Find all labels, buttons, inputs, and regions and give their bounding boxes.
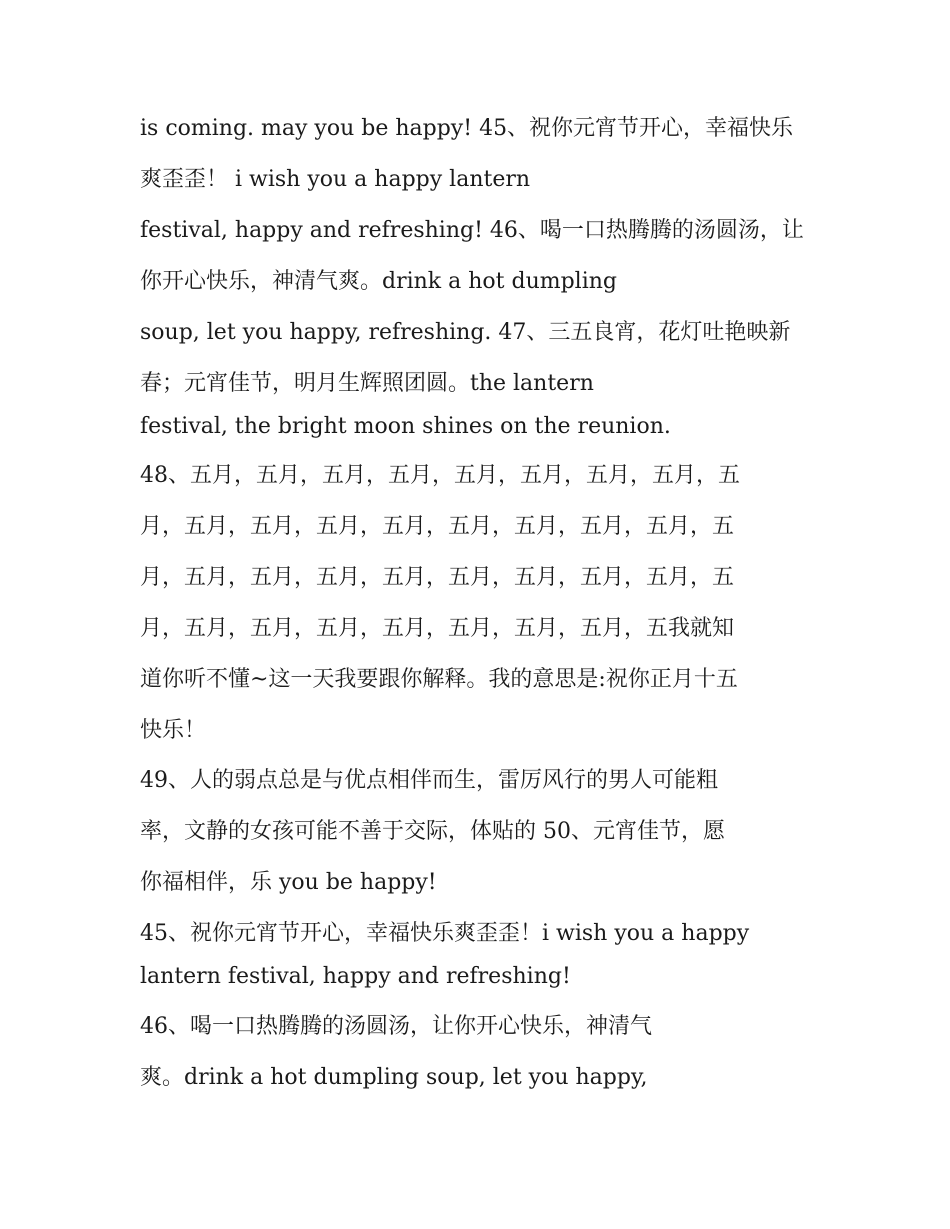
text-line-11: 月，五月，五月，五月，五月，五月，五月，五月，五我就知 (140, 616, 735, 641)
text-line-6: 春；元宵佳节，明月生辉照团圆。the lantern (140, 371, 594, 396)
text-line-14: 49、人的弱点总是与优点相伴而生，雷厉风行的男人可能粗 (140, 768, 718, 793)
text-line-8: 48、五月，五月，五月，五月，五月，五月，五月，五月，五 (140, 463, 740, 488)
text-line-9: 月，五月，五月，五月，五月，五月，五月，五月，五月，五 (140, 514, 735, 539)
text-line-10: 月，五月，五月，五月，五月，五月，五月，五月，五月，五 (140, 565, 735, 590)
text-line-7: festival, the bright moon shines on the reunion. (140, 414, 671, 439)
text-line-19: 46、喝一口热腾腾的汤圆汤，让你开心快乐，神清气 (140, 1014, 652, 1039)
text-line-20: 爽。drink a hot dumpling soup, let you happy, (140, 1065, 648, 1090)
text-line-4: 你开心快乐，神清气爽。drink a hot dumpling (140, 269, 618, 294)
text-line-12: 道你听不懂~这一天我要跟你解释。我的意思是:祝你正月十五 (140, 667, 738, 692)
text-line-2: 爽歪歪！ i wish you a happy lantern (140, 167, 531, 192)
text-line-15: 率，文静的女孩可能不善于交际，体贴的 50、元宵佳节，愿 (140, 819, 725, 844)
text-line-1: is coming. may you be happy! 45、祝你元宵节开心，幸福快乐 (140, 116, 794, 141)
text-line-3: festival, happy and refreshing! 46、喝一口热腾腾的汤圆汤，让 (140, 218, 804, 243)
text-line-13: 快乐！ (140, 718, 207, 743)
text-line-17: 45、祝你元宵节开心，幸福快乐爽歪歪！i wish you a happy (140, 921, 750, 946)
text-line-16: 你福相伴，乐 you be happy! (140, 870, 437, 895)
text-line-18: lantern festival, happy and refreshing! (140, 964, 571, 989)
text-line-5: soup, let you happy, refreshing. 47、三五良宵，花灯吐艳映新 (140, 320, 791, 345)
